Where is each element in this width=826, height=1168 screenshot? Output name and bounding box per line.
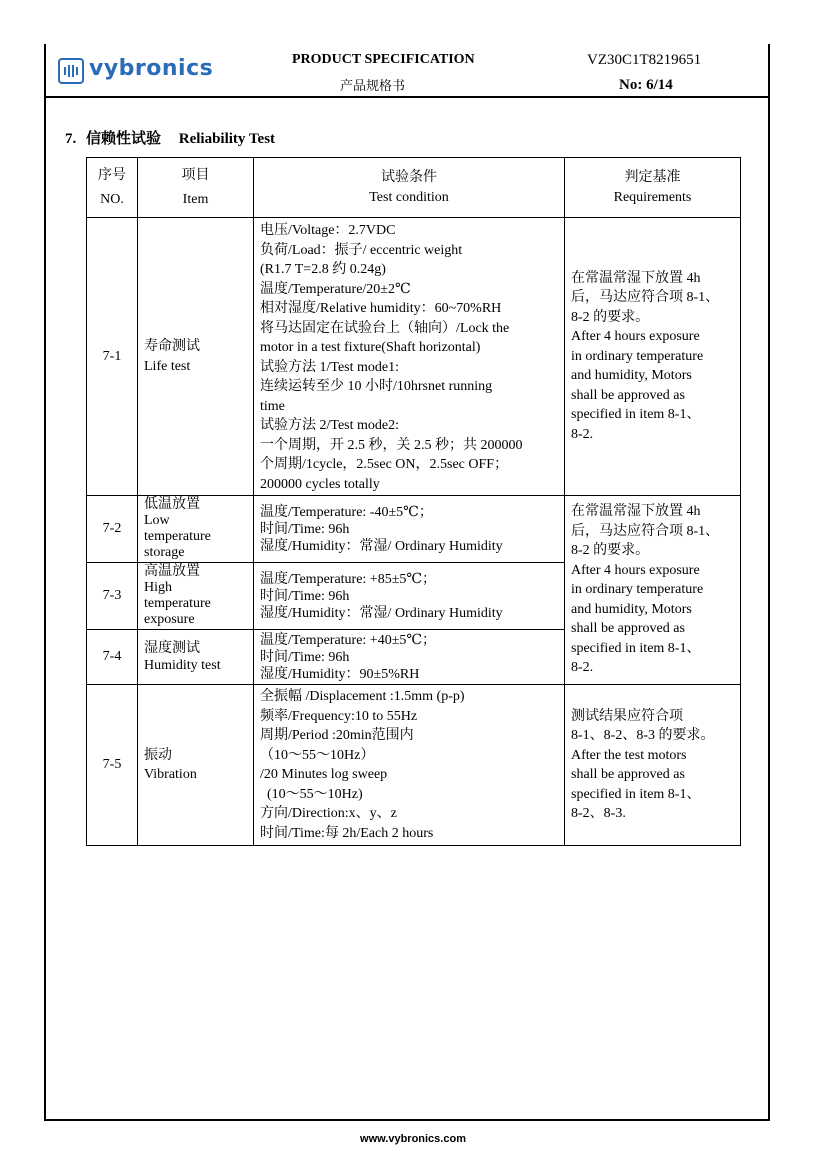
row-conditions: 全振幅 /Displacement :1.5mm (p-p) 频率/Frequency:10 to 55Hz 周期/Period :20min范围内 （10～55～10Hz） /20 Minutes log sweep (10～55～10Hz) 方向/Direction:x、y、z 时间/Time:每 2h/Each 2 hours [254,685,565,846]
row-conditions: 温度/Temperature: +85±5℃； 时间/Time: 96h 湿度/Humidity：常湿/ Ordinary Humidity [254,563,565,630]
row-item: 高温放置 High temperature exposure [138,563,254,630]
spec-title: PRODUCT SPECIFICATION [292,52,475,67]
footer-url[interactable]: www.vybronics.com [360,1133,466,1145]
row-requirements: 测试结果应符合项 8-1、8-2、8-3 的要求。 After the test motors shall be approved as specified in item 8-1、 8-2、8-3. [565,685,741,846]
page-number: No: 6/14 [619,77,673,93]
row-conditions: 温度/Temperature: +40±5℃； 时间/Time: 96h 湿度/Humidity：90±5%RH [254,630,565,685]
row-conditions: 温度/Temperature: -40±5℃； 时间/Time: 96h 湿度/Humidity：常湿/ Ordinary Humidity [254,496,565,563]
table-row [87,685,741,846]
section-title-en: Reliability Test [178,131,276,147]
section-title-cn: 信赖性试验 [86,131,162,147]
document-code: VZ30C1T8219651 [587,52,702,68]
header-divider [44,96,770,98]
table-row [87,218,741,496]
header-item: 项目 Item [138,158,254,218]
row-item: 振动 Vibration [138,685,254,846]
header-requirements: 判定基准 Requirements [565,158,741,218]
row-number: 7-1 [87,218,138,496]
header-condition: 试验条件 Test condition [254,158,565,218]
row-item: 寿命测试 Life test [138,218,254,496]
row-requirements-shared: 在常温常湿下放置 4h 后，马达应符合项 8-1、 8-2 的要求。 After 4 hours exposure in ordinary temperature and humidity, Motors shall be approved as specified in item 8-1、 8-2. [565,496,741,685]
table-header-row [87,158,741,218]
row-item: 低温放置 Low temperature storage [138,496,254,563]
row-conditions: 电压/Voltage：2.7VDC 负荷/Load：振子/ eccentric weight (R1.7 T=2.8 约 0.24g) 温度/Temperature/20±2℃ 相对湿度/Relative humidity：60~70%RH 将马达固定在试验台上（轴向）/Lock the motor in a test fixture(Shaft horizontal) 试验方法 1/Test mode1: 连续运转至少 10 小时/10hrsnet running time 试验方法 2/Test mode2: 一个周期，开 2.5 秒，关 2.5 秒；共 200000 个周期/1cycle，2.5sec ON，2.5sec OFF； 200000 cycles totally [254,218,565,496]
row-number: 7-3 [87,563,138,630]
logo-icon [58,58,84,84]
row-number: 7-4 [87,630,138,685]
table-row [87,496,741,563]
row-requirements: 在常温常湿下放置 4h 后，马达应符合项 8-1、 8-2 的要求。 After 4 hours exposure in ordinary temperature and humidity, Motors shall be approved as specified in item 8-1、 8-2. [565,218,741,496]
section-heading [65,127,275,148]
vybronics-logo [58,56,218,86]
reliability-test-table [86,157,741,846]
row-item: 湿度测试 Humidity test [138,630,254,685]
header-no: 序号 NO. [87,158,138,218]
spec-title-cn: 产品规格书 [340,78,406,93]
row-number: 7-2 [87,496,138,563]
section-number: 7. [65,131,77,147]
logo-text: vybronics [89,56,214,81]
row-number: 7-5 [87,685,138,846]
